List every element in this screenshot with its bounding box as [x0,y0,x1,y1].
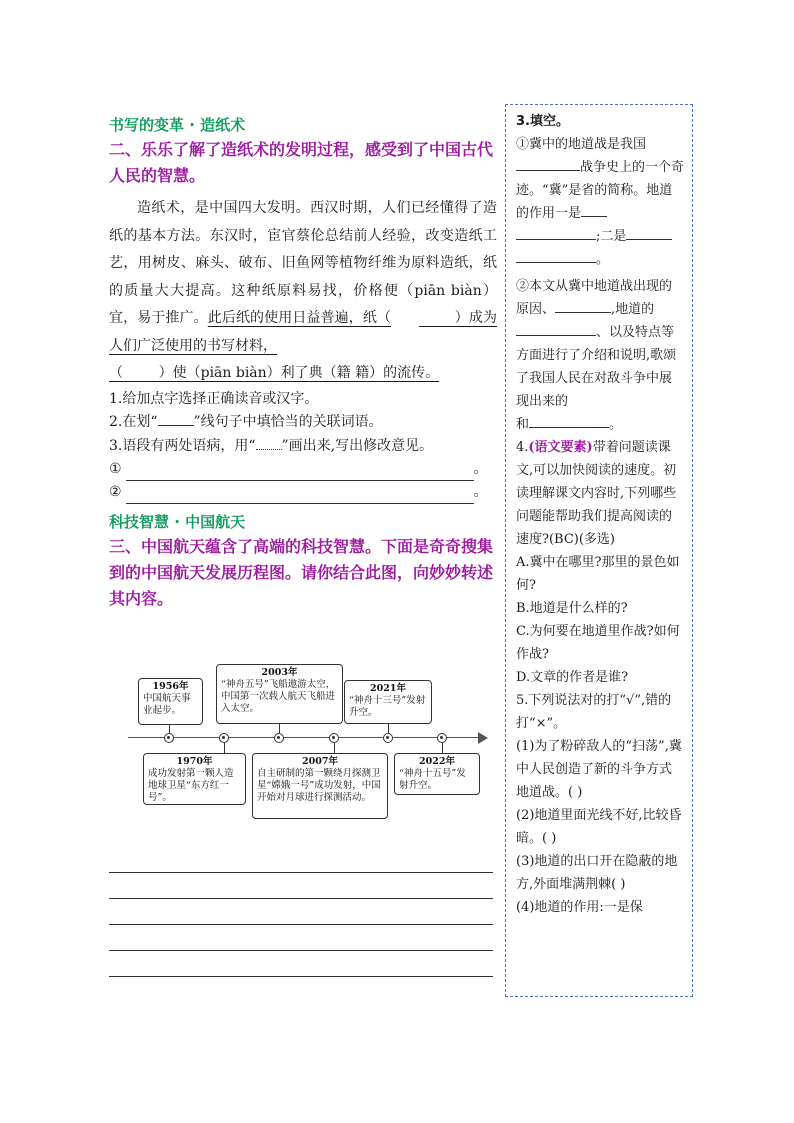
timeline-dot-1970 [219,733,229,743]
blank-5[interactable] [516,249,596,263]
underlined-sentence-1a: 此后纸的使用日益普遍，纸（ [207,310,392,326]
writing-line-3[interactable] [109,924,493,925]
blank-3[interactable] [516,226,596,240]
event-2003: 2003年 “神舟五号”飞船遨游太空，中国第一次载人航天飞船进入太空。 [216,664,343,724]
blank-6[interactable] [555,299,611,313]
writing-line-4[interactable] [109,950,493,951]
passage-text: 造纸术，是中国四大发明。西汉时期，人们已经懂得了造纸的基本方法。东汉时，宦官蔡伦总结前人经验，改变造纸工艺，用树皮、麻头、破布、旧鱼网等植物纤维为原料造纸，纸的质量大大提高。这种纸原料易找，价格便（piān biàn）宜，易于推广。 [109,200,497,326]
event-2022: 2022年 “神舟十五号”发射升空。 [394,753,480,795]
judge-item-3[interactable]: (3)地道的出口开在隐蔽的地方,外面堆满荆棘( ) [516,854,678,892]
timeline-dot-1956 [164,733,174,743]
timeline-arrow [478,732,488,744]
timeline-dot-2003 [274,733,284,743]
option-b[interactable]: B.地道是什么样的? [516,601,628,616]
fill-blank-item-2: ②本文从冀中地道战出现的原因、 ,地道的、以及特点等方面进行了介绍和说明,歌颂了我国人民在对敌斗争中展现出来的 和 。 [516,279,677,432]
question-1: 1.给加点字选择正确读音或汉字。 [109,390,319,407]
event-2007: 2007年 自主研制的第一颗绕月探测卫星“嫦娥一号”成功发射，中国开始对月球进行探测活动。 [252,753,388,819]
section-heading-papermaking: 书写的变革 · 造纸术 [109,116,246,134]
judge-item-2[interactable]: (2)地道里面光线不好,比较昏暗。( ) [516,808,682,846]
section-heading-aerospace: 科技智慧 · 中国航天 [109,513,246,531]
writing-line-5[interactable] [109,976,493,977]
blank-7[interactable] [516,322,596,336]
timeline-dot-2007 [329,733,339,743]
chinese-element-tag: (语文要素) [528,440,593,455]
judge-item-1[interactable]: (1)为了粉碎敌人的“扫荡”,冀中人民创造了新的斗争方式地道战。( ) [516,739,682,800]
answer-line-2[interactable]: ② 。 [109,481,497,504]
aerospace-timeline [128,660,488,830]
underlined-sentence-2a: （ [109,365,123,381]
blank-2[interactable] [581,203,607,217]
left-column [109,108,497,612]
option-a[interactable]: A.冀中在哪里?那里的景色如何? [516,555,680,593]
option-c[interactable]: C.为何要在地道里作战?如何作战? [516,624,680,662]
question-3-title: 三、中国航天蕴含了高端的科技智慧。下面是奇奇搜集到的中国航天发展历程图。请你结合此图，向妙妙转述其内容。 [109,537,494,608]
paren-blank-2[interactable] [123,360,159,388]
timeline-axis [128,737,480,738]
event-1956: 1956年 中国航天事业起步。 [138,678,203,725]
underline-sample [158,413,194,426]
fill-blank-title: 3.填空。 [516,114,569,129]
option-d[interactable]: D.文章的作者是谁? [516,670,629,685]
papermaking-passage [109,195,497,388]
wavy-line-sample [256,437,282,450]
question-2-title: 二、乐乐了解了造纸术的发明过程，感受到了中国古代人民的智慧。 [109,140,494,185]
writing-line-1[interactable] [109,872,493,873]
right-column-box [505,104,693,997]
writing-line-2[interactable] [109,898,493,899]
judge-item-4[interactable]: (4)地道的作用:一是保 [516,900,643,915]
question-5: 5.下列说法对的打“√”,错的打“×”。 [516,693,672,731]
passage-last-line [109,360,497,388]
question-4: 4.(语文要素)带着问题读课文,可以加快阅读的速度。初读理解课文内容时,下列哪些问题能帮助我们提高阅读的速度?(BC)(多选) [516,440,677,547]
timeline-dot-2022 [437,733,447,743]
underlined-sentence-1b: ）成为人们广泛使用的书写材料， [109,310,498,354]
underlined-sentence-2b: ）使（piān biàn）利了典（籍 籍）的流传。 [158,365,440,381]
blank-1[interactable] [516,157,580,171]
paren-blank-1[interactable] [391,305,455,333]
event-2021: 2021年 “神舟十三号”发射升空。 [344,680,432,724]
timeline-dot-2021 [383,733,393,743]
event-1970: 1970年 成功发射第一颗人造地球卫星“东方红一号”。 [143,753,246,805]
answer-line-1[interactable]: ① 。 [109,458,497,481]
blank-8[interactable] [529,414,609,428]
question-2: 2.在划“ ”线句子中填恰当的关联词语。 [109,414,383,430]
blank-4[interactable] [626,226,672,240]
question-3: 3.语段有两处语病，用“ ”画出来,写出修改意见。 [109,437,434,454]
fill-blank-item-1: ①冀中的地道战是我国战争史上的一个奇迹。“冀”是省的简称。地道的作用一是 ;二是 。 [516,137,685,267]
